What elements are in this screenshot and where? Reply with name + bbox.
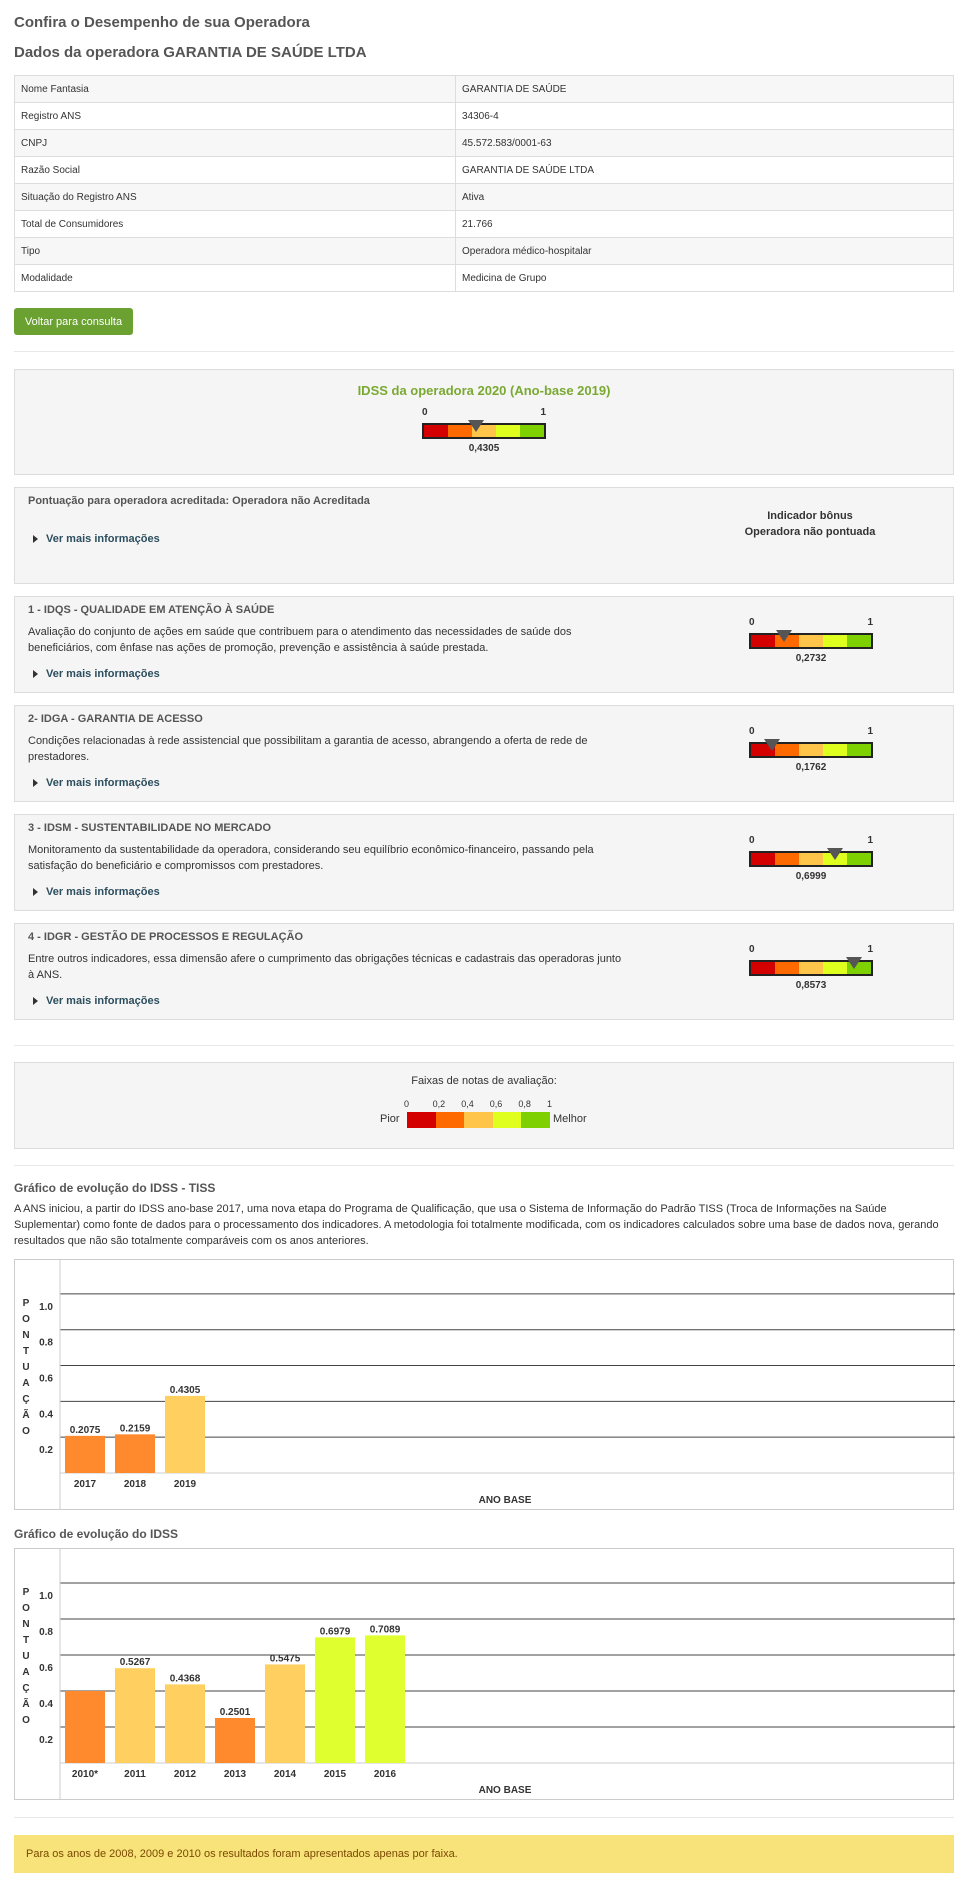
more-info-link[interactable] (33, 995, 160, 1007)
x-tick-label: 2015 (323, 1769, 347, 1780)
y-axis-label-letter: O (22, 1715, 30, 1726)
gauge-marker-icon (764, 739, 780, 751)
bar-value-label: 0.5267 (119, 1657, 151, 1669)
x-tick-label: 2017 (73, 1479, 97, 1490)
y-axis-label-letter: T (22, 1346, 30, 1357)
bar (165, 1396, 205, 1473)
gauge-max-label: 1 (867, 944, 873, 955)
gauge-min-label: 0 (749, 944, 755, 955)
y-axis-label-letter: A (22, 1667, 30, 1678)
gauge-marker-icon (846, 957, 862, 969)
back-to-search-button[interactable]: Voltar para consulta (14, 308, 133, 335)
legend-color-swatch (521, 1112, 550, 1128)
gauge-marker-icon (468, 420, 484, 432)
y-tick-label: 0.6 (39, 1373, 53, 1385)
bar-chart-svg (15, 1260, 955, 1509)
x-tick-label: 2014 (273, 1769, 297, 1780)
info-label: Registro ANS (15, 103, 456, 130)
tiss-chart-description: A ANS iniciou, a partir do IDSS ano-base 2017, uma nova etapa do Programa de Qualificação, que usa o Sistema de Informação do Padrão TISS (Troca de Informações na Saúde Suplementar) como fonte de dados para o processamento dos indicadores. A metodologia foi totalmente modificada, com os indicadores calculados sobre uma base de dados nova, gerando resultados que não são totalmente comparáveis com os anos anteriores. (14, 1203, 939, 1247)
y-axis-label-letter: Ç (22, 1394, 30, 1405)
gauge-marker-icon (827, 848, 843, 860)
y-axis-label-letter: P (22, 1298, 30, 1309)
legend-tick: 0,6 (489, 1099, 503, 1109)
gauge-min-label: 0 (749, 617, 755, 628)
divider (14, 1165, 954, 1166)
idss-chart-title: Gráfico de evolução do IDSS (14, 1527, 179, 1541)
divider (14, 1045, 954, 1046)
bar-value-label: 0.4305 (169, 1384, 201, 1396)
legend-color-swatch (436, 1112, 465, 1128)
x-tick-label: 2016 (373, 1769, 397, 1780)
info-row (15, 211, 954, 238)
info-value: Ativa (456, 184, 954, 211)
info-value: 34306-4 (456, 103, 954, 130)
divider (14, 351, 954, 352)
info-value: GARANTIA DE SAÚDE (456, 76, 954, 103)
dimension-description: Entre outros indicadores, essa dimensão afere o cumprimento das obrigações técnicas e cadastrais das operadoras junto à ANS. (28, 953, 622, 981)
info-label: Nome Fantasia (15, 76, 456, 103)
dimension-title: 4 - IDGR - GESTÃO DE PROCESSOS E REGULAÇÃO (28, 931, 304, 943)
info-row (15, 238, 954, 265)
gauge-marker-icon (776, 630, 792, 642)
gauge-bar (422, 423, 546, 439)
idss-summary-box (14, 369, 954, 475)
idss-tiss-chart (14, 1259, 954, 1510)
legend-tick: 1 (547, 1099, 553, 1109)
more-info-label: Ver mais informações (46, 533, 160, 545)
bar-value-label: 0.2075 (69, 1424, 101, 1436)
gauge-min-label: 0 (749, 835, 755, 846)
y-axis-label-letter: O (22, 1603, 30, 1614)
info-value: 45.572.583/0001-63 (456, 130, 954, 157)
idss-title: IDSS da operadora 2020 (Ano-base 2019) (357, 383, 611, 398)
info-value: 21.766 (456, 211, 954, 238)
more-info-label: Ver mais informações (46, 886, 160, 898)
bar (165, 1684, 205, 1763)
info-label: CNPJ (15, 130, 456, 157)
x-axis-label: ANO BASE (478, 1785, 532, 1796)
y-tick-label: 0.6 (39, 1663, 53, 1674)
info-value: Medicina de Grupo (456, 265, 954, 292)
y-tick-label: 0.2 (39, 1445, 53, 1457)
gauge-max-label: 1 (540, 407, 546, 418)
info-row (15, 265, 954, 292)
info-row (15, 76, 954, 103)
dimension-title: 2- IDGA - GARANTIA DE ACESSO (28, 713, 203, 725)
gauge-value: 0,2732 (795, 653, 827, 664)
bar (65, 1436, 105, 1473)
more-info-link[interactable] (33, 533, 160, 545)
bar (365, 1635, 405, 1763)
y-tick-label: 0.8 (39, 1337, 53, 1349)
more-info-label: Ver mais informações (46, 668, 160, 680)
dimension-box (14, 596, 954, 693)
legend-worse-label: Pior (380, 1113, 400, 1125)
bar-chart-svg (15, 1549, 955, 1799)
legend-color-swatch (407, 1112, 436, 1128)
y-axis-label-letter: U (22, 1362, 30, 1373)
more-info-link[interactable] (33, 777, 160, 789)
more-info-link[interactable] (33, 886, 160, 898)
y-tick-label: 0.8 (39, 1627, 53, 1638)
legend-tick: 0,4 (461, 1099, 474, 1109)
info-label: Modalidade (15, 265, 456, 292)
y-axis-label-letter: N (22, 1619, 30, 1630)
info-label: Total de Consumidores (15, 211, 456, 238)
info-label: Situação do Registro ANS (15, 184, 456, 211)
idss-gauge (422, 407, 546, 454)
y-axis-label-letter: O (22, 1314, 30, 1325)
gauge-value: 0,1762 (795, 762, 827, 773)
dimension-gauge (749, 944, 873, 991)
legend-title: Faixas de notas de avaliação: (411, 1075, 557, 1087)
dimension-description: Avaliação do conjunto de ações em saúde que contribuem para o atendimento das necessidades de saúde dos beneficiários, com ênfase nas ações de promoção, prevenção e assistência à saúde prestada. (28, 626, 572, 654)
more-info-link[interactable] (33, 668, 160, 680)
bar (315, 1637, 355, 1763)
gauge-max-label: 1 (867, 726, 873, 737)
gauge-value: 0,6999 (795, 871, 827, 882)
y-axis-label-letter: P (22, 1587, 30, 1598)
bonus-indicator-title: Indicador bônus (767, 510, 853, 522)
caret-right-icon (33, 997, 38, 1005)
y-axis-label-letter: Ã (22, 1699, 30, 1710)
bar-value-label: 0.2501 (219, 1706, 251, 1718)
dimension-box (14, 705, 954, 802)
bar-value-label: 0.6979 (319, 1626, 351, 1638)
accreditation-title: Pontuação para operadora acreditada: Operadora não Acreditada (28, 495, 370, 507)
bar (265, 1664, 305, 1763)
dimension-description: Condições relacionadas à rede assistencial que possibilitam a garantia de acesso, abrangendo a oferta de rede de prestadores. (28, 735, 588, 763)
info-label: Tipo (15, 238, 456, 265)
caret-right-icon (33, 535, 38, 543)
gauge-bar (749, 851, 873, 867)
info-row (15, 130, 954, 157)
info-row (15, 157, 954, 184)
bar-value-label: 0.4368 (169, 1673, 201, 1685)
caret-right-icon (33, 779, 38, 787)
x-tick-label: 2010* (71, 1769, 99, 1780)
y-tick-label: 0.2 (39, 1735, 53, 1746)
more-info-label: Ver mais informações (46, 777, 160, 789)
legend-ticks (404, 1099, 557, 1111)
dimension-gauge (749, 617, 873, 664)
dimension-gauge (749, 726, 873, 773)
x-tick-label: 2011 (124, 1769, 146, 1780)
info-row (15, 103, 954, 130)
legend-color-swatch (493, 1112, 522, 1128)
legend-better-label: Melhor (553, 1113, 587, 1125)
y-axis-label-letter: O (22, 1426, 30, 1437)
x-tick-label: 2019 (173, 1479, 197, 1490)
legend-tick: 0,2 (432, 1099, 446, 1109)
y-axis-label-letter: U (22, 1651, 30, 1662)
more-info-label: Ver mais informações (46, 995, 160, 1007)
gauge-max-label: 1 (867, 835, 873, 846)
dimension-title: 1 - IDQS - QUALIDADE EM ATENÇÃO À SAÚDE (28, 604, 275, 616)
dimension-gauge (749, 835, 873, 882)
x-axis-label: ANO BASE (478, 1495, 532, 1506)
dimension-box (14, 923, 954, 1020)
y-tick-label: 0.4 (39, 1409, 53, 1421)
y-tick-label: 1.0 (39, 1301, 53, 1313)
bar (65, 1691, 105, 1763)
y-tick-label: 0.4 (39, 1699, 53, 1710)
caret-right-icon (33, 888, 38, 896)
y-axis-label-letter: N (22, 1330, 30, 1341)
page-title: Confira o Desempenho de sua Operadora (14, 14, 310, 31)
y-axis-label-letter: Ã (22, 1410, 30, 1421)
operator-title: Dados da operadora GARANTIA DE SAÚDE LTDA (14, 44, 367, 61)
gauge-value: 0,4305 (468, 443, 500, 454)
legend-tick: 0,8 (518, 1099, 531, 1109)
y-axis-label-letter: T (22, 1635, 30, 1646)
x-tick-label: 2013 (223, 1769, 247, 1780)
x-tick-label: 2018 (123, 1479, 147, 1490)
y-axis-label-letter: A (22, 1378, 30, 1389)
accreditation-box (14, 487, 954, 584)
legend-tick: 0 (404, 1099, 410, 1109)
bar (215, 1718, 255, 1763)
gauge-min-label: 0 (749, 726, 755, 737)
info-value: GARANTIA DE SAÚDE LTDA (456, 157, 954, 184)
tiss-chart-title: Gráfico de evolução do IDSS - TISS (14, 1181, 216, 1195)
rating-legend-box (14, 1062, 954, 1149)
gauge-bar (749, 633, 873, 649)
gauge-value: 0,8573 (795, 980, 827, 991)
x-tick-label: 2012 (173, 1769, 197, 1780)
bonus-indicator-value: Operadora não pontuada (744, 526, 876, 538)
info-row (15, 184, 954, 211)
dimension-description: Monitoramento da sustentabilidade da operadora, considerando seu equilíbrio econômico-financeiro, passando pela satisfação do beneficiário e compromissos com prestadores. (28, 844, 594, 872)
footnote-alert: Para os anos de 2008, 2009 e 2010 os resultados foram apresentados apenas por faixa. (14, 1835, 954, 1873)
info-value: Operadora médico-hospitalar (456, 238, 954, 265)
bar (115, 1434, 155, 1473)
caret-right-icon (33, 670, 38, 678)
bar-value-label: 0.5475 (269, 1653, 301, 1665)
bar-value-label: 0.7089 (369, 1624, 401, 1636)
legend-color-swatch (464, 1112, 493, 1128)
gauge-max-label: 1 (867, 617, 873, 628)
y-tick-label: 1.0 (39, 1591, 53, 1602)
gauge-min-label: 0 (422, 407, 428, 418)
dimension-title: 3 - IDSM - SUSTENTABILIDADE NO MERCADO (28, 822, 272, 834)
bar-value-label: 0.2159 (119, 1423, 151, 1435)
idss-evolution-chart (14, 1548, 954, 1800)
bar (115, 1668, 155, 1763)
divider (14, 1817, 954, 1818)
operator-info-table (14, 75, 954, 292)
dimension-box (14, 814, 954, 911)
info-label: Razão Social (15, 157, 456, 184)
legend-color-bar (407, 1112, 550, 1128)
y-axis-label-letter: Ç (22, 1683, 30, 1694)
